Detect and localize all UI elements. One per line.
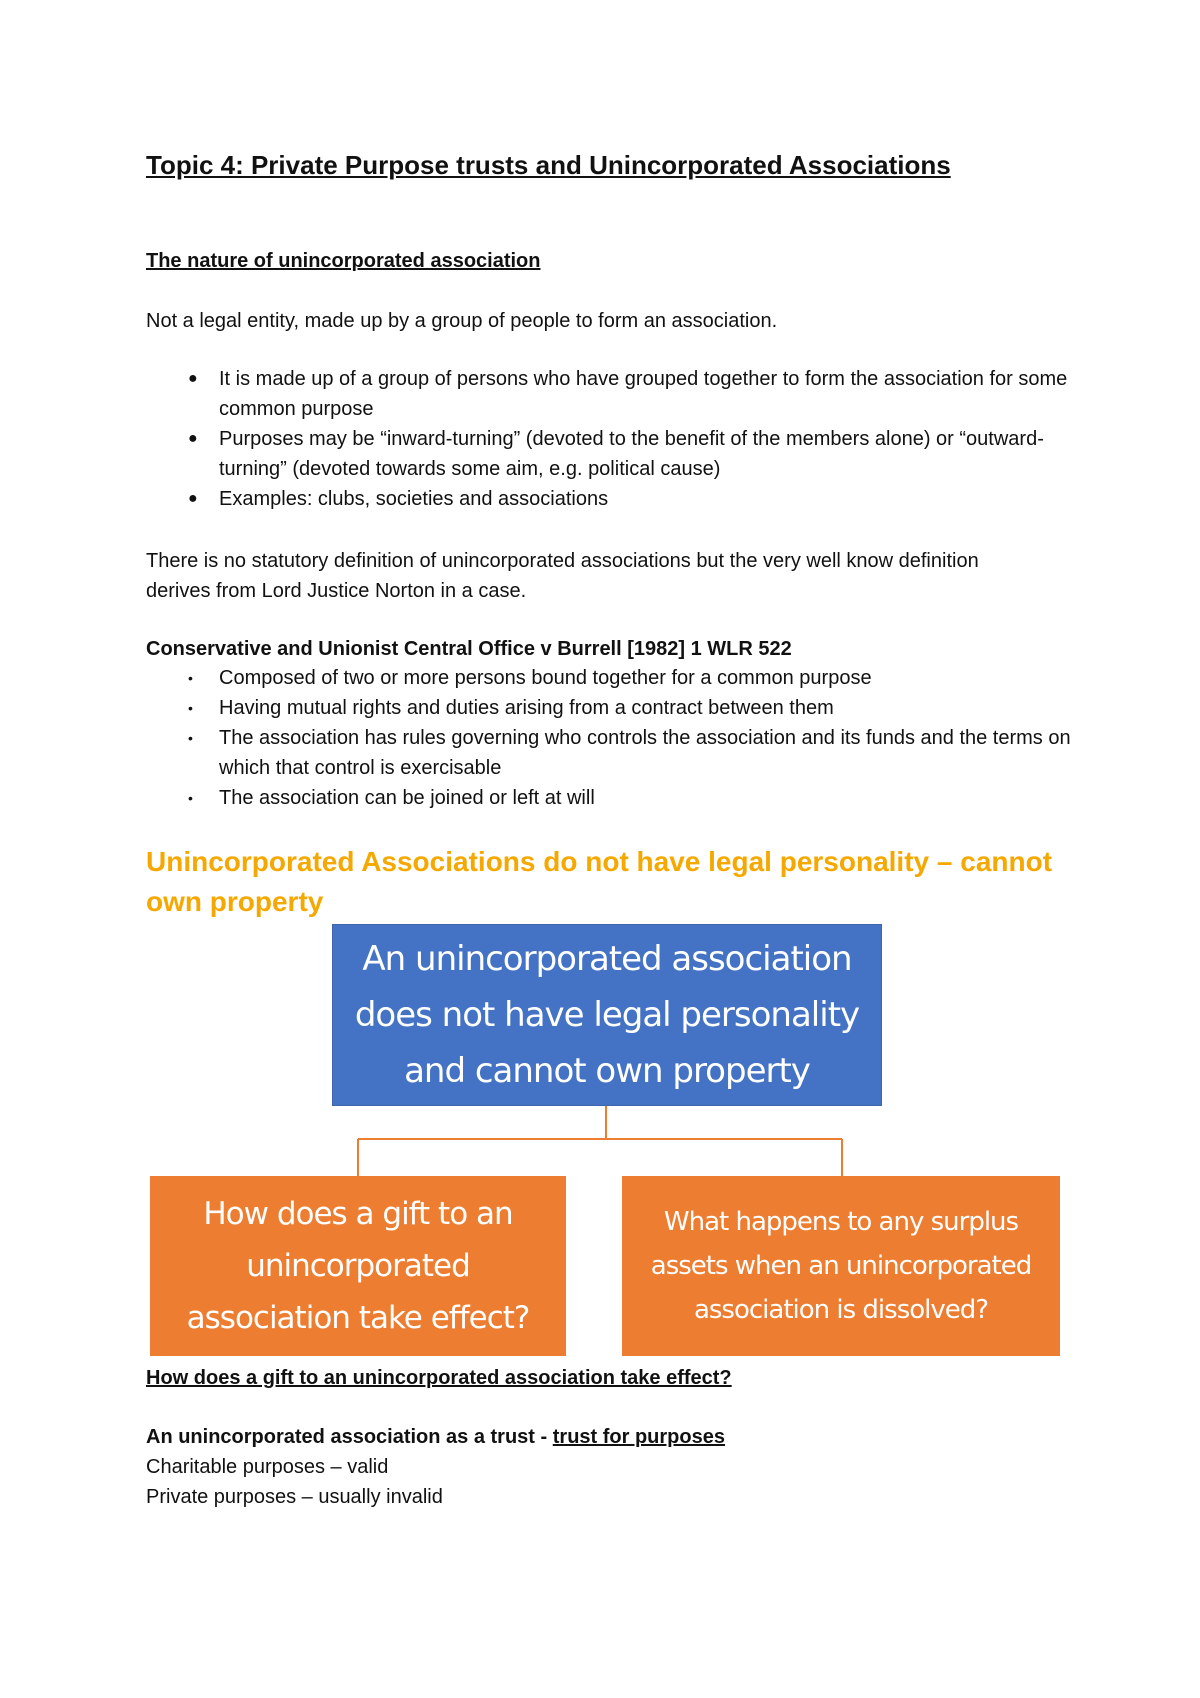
bullet-small-icon: • [188, 670, 193, 686]
private-purposes-line: Private purposes – usually invalid [146, 1486, 443, 1508]
diagram-right-box: What happens to any surplus assets when an unincorporated association is dissolved? [622, 1176, 1060, 1356]
bullet-small-icon: • [188, 730, 193, 746]
bullet-dot-icon: ● [188, 490, 198, 507]
bullet-dot-icon: ● [188, 430, 198, 447]
bullet-small-icon: • [188, 790, 193, 806]
bullet-small-icon: • [188, 700, 193, 716]
list-item: • The association has rules governing who controls the association and its funds and the terms on which that control is exercisable [146, 723, 1086, 783]
intro-paragraph: Not a legal entity, made up by a group of people to form an association. [146, 310, 778, 332]
bullet-dot-icon: ● [188, 370, 198, 387]
list-item: ● It is made up of a group of persons who have grouped together to form the association for some common purpose [146, 364, 1086, 424]
case-citation: Conservative and Unionist Central Office v Burrell [1982] 1 WLR 522 [146, 638, 792, 660]
trust-for-purposes-link: trust for purposes [552, 1426, 725, 1448]
list-item: • The association can be joined or left at will [146, 783, 1086, 813]
list-item: • Composed of two or more persons bound together for a common purpose [146, 663, 1086, 693]
list-item: ● Examples: clubs, societies and associations [146, 484, 1086, 514]
section-heading-nature: The nature of unincorporated association [146, 250, 541, 272]
trust-line: An unincorporated association as a trust - trust for purposes [146, 1426, 725, 1448]
diagram-top-box: An unincorporated association does not have legal personality and cannot own property [332, 924, 882, 1106]
diagram-left-box: How does a gift to an unincorporated association take effect? [150, 1176, 566, 1356]
charitable-purposes-line: Charitable purposes – valid [146, 1456, 389, 1478]
section-heading-gift: How does a gift to an unincorporated association take effect? [146, 1367, 732, 1389]
document-title: Topic 4: Private Purpose trusts and Unincorporated Associations [146, 150, 951, 180]
list-item: ● Purposes may be “inward-turning” (devoted to the benefit of the members alone) or “outward-turning” (devoted towards some aim, e.g. political cause) [146, 424, 1086, 484]
list-item: • Having mutual rights and duties arising from a contract between them [146, 693, 1086, 723]
definition-paragraph: There is no statutory definition of unincorporated associations but the very well know definition derives from Lord Justice Norton in a case. [146, 550, 979, 602]
orange-section-heading: Unincorporated Associations do not have legal personality – cannot own property [146, 846, 1053, 917]
